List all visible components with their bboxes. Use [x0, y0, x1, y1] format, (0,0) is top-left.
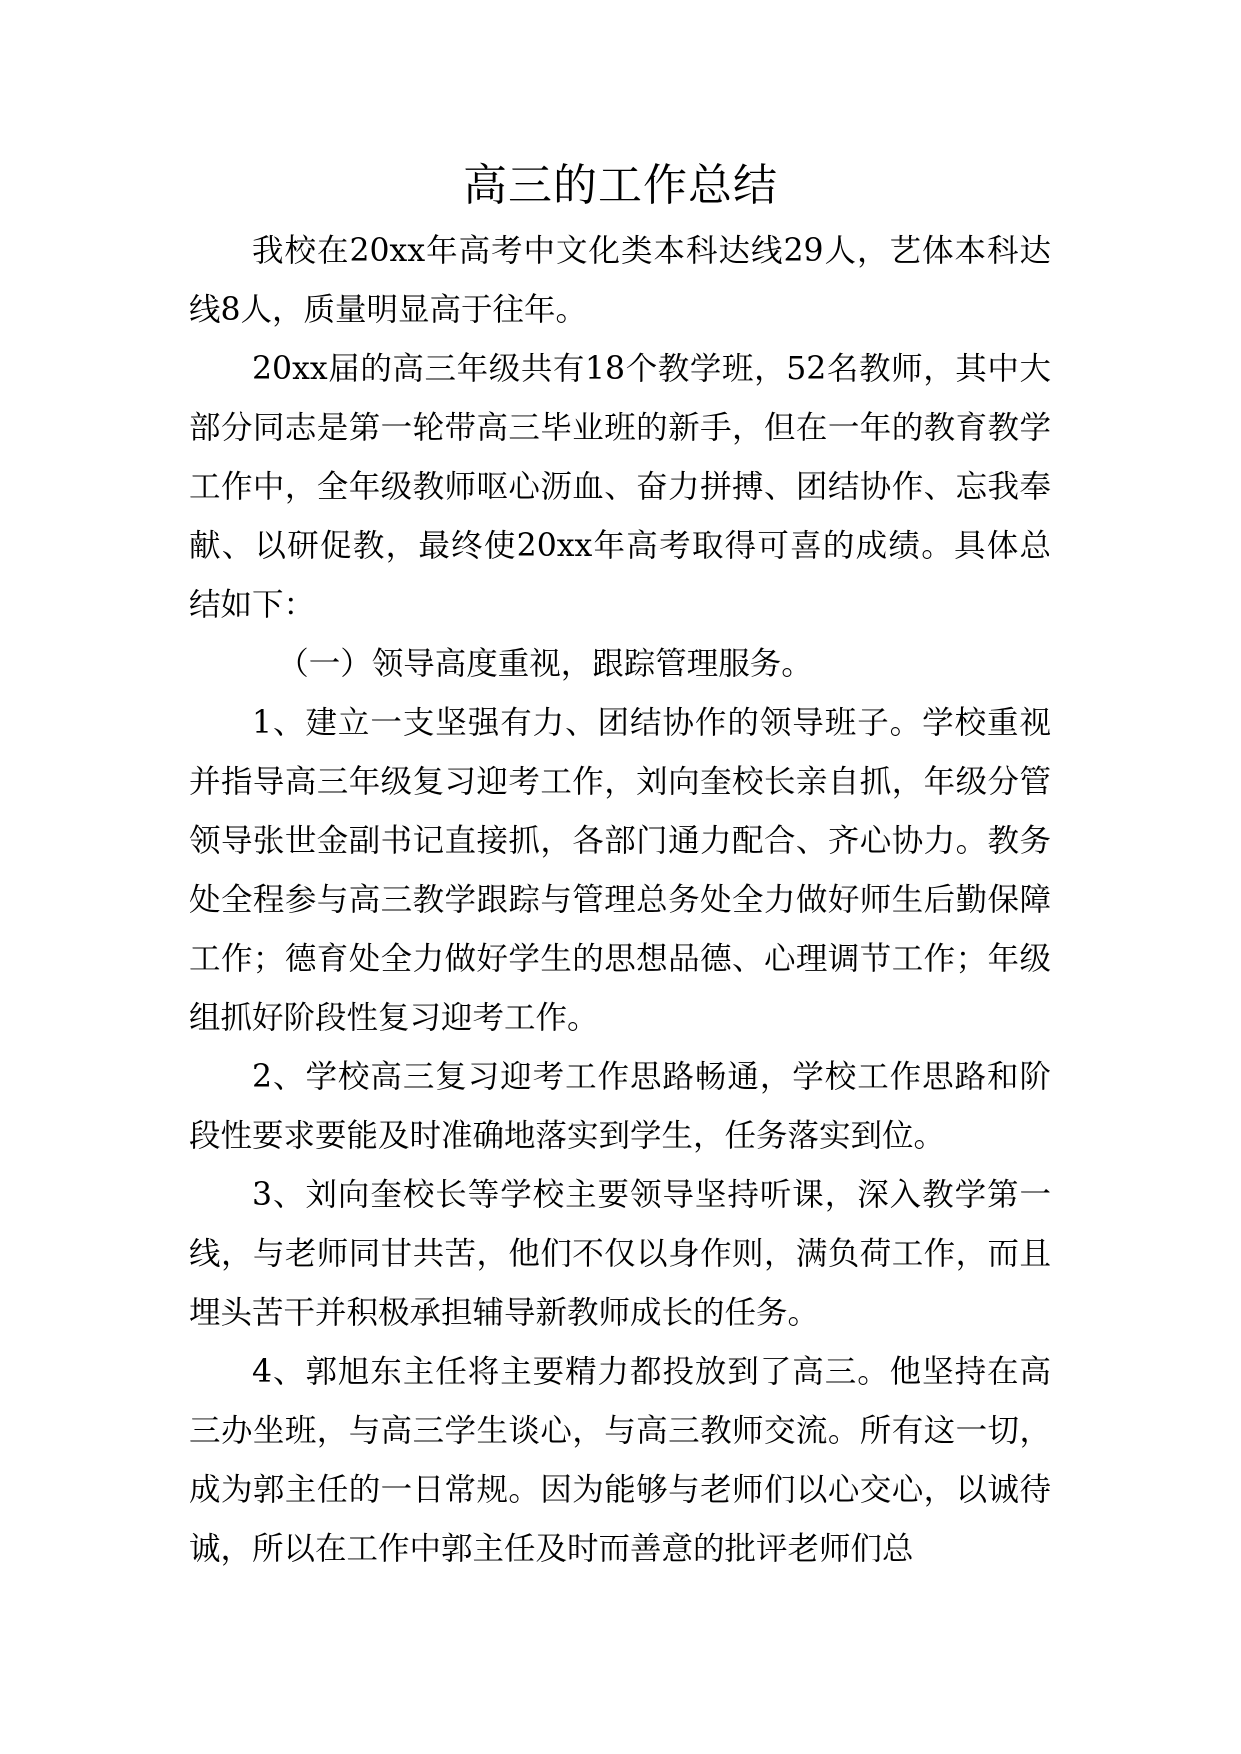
paragraph-item-2: 2、学校高三复习迎考工作思路畅通，学校工作思路和阶段性要求要能及时准确地落实到学生，任务落实到位。: [189, 1059, 1051, 1154]
section-heading-1: （一）领导高度重视，跟踪管理服务。: [277, 646, 813, 682]
paragraph-item-4: 4、郭旭东主任将主要精力都投放到了高三。他坚持在高三办坐班，与高三学生谈心，与高三教师交流。所有这一切，成为郭主任的一日常规。因为能够与老师们以心交心，以诚待诚，所以在工作中郭主任及时而善意的批评老师们总: [189, 1354, 1051, 1567]
paragraph-intro: 我校在20xx年高考中文化类本科达线29人，艺体本科达线8人，质量明显高于往年。: [189, 233, 1051, 328]
document-title: 高三的工作总结: [463, 160, 778, 211]
paragraph-overview: 20xx届的高三年级共有18个教学班，52名教师，其中大部分同志是第一轮带高三毕业班的新手，但在一年的教育教学工作中，全年级教师呕心沥血、奋力拼搏、团结协作、忘我奉献、以研促教，最终使20xx年高考取得可喜的成绩。具体总结如下：: [189, 351, 1051, 623]
paragraph-item-3: 3、刘向奎校长等学校主要领导坚持听课，深入教学第一线，与老师同甘共苦，他们不仅以身作则，满负荷工作，而且埋头苦干并积极承担辅导新教师成长的任务。: [189, 1177, 1051, 1331]
document-body: [189, 222, 1051, 1579]
paragraph-item-1: 1、建立一支坚强有力、团结协作的领导班子。学校重视并指导高三年级复习迎考工作，刘向奎校长亲自抓，年级分管领导张世金副书记直接抓，各部门通力配合、齐心协力。教务处全程参与高三教学跟踪与管理总务处全力做好师生后勤保障工作；德育处全力做好学生的思想品德、心理调节工作；年级组抓好阶段性复习迎考工作。: [189, 705, 1051, 1036]
